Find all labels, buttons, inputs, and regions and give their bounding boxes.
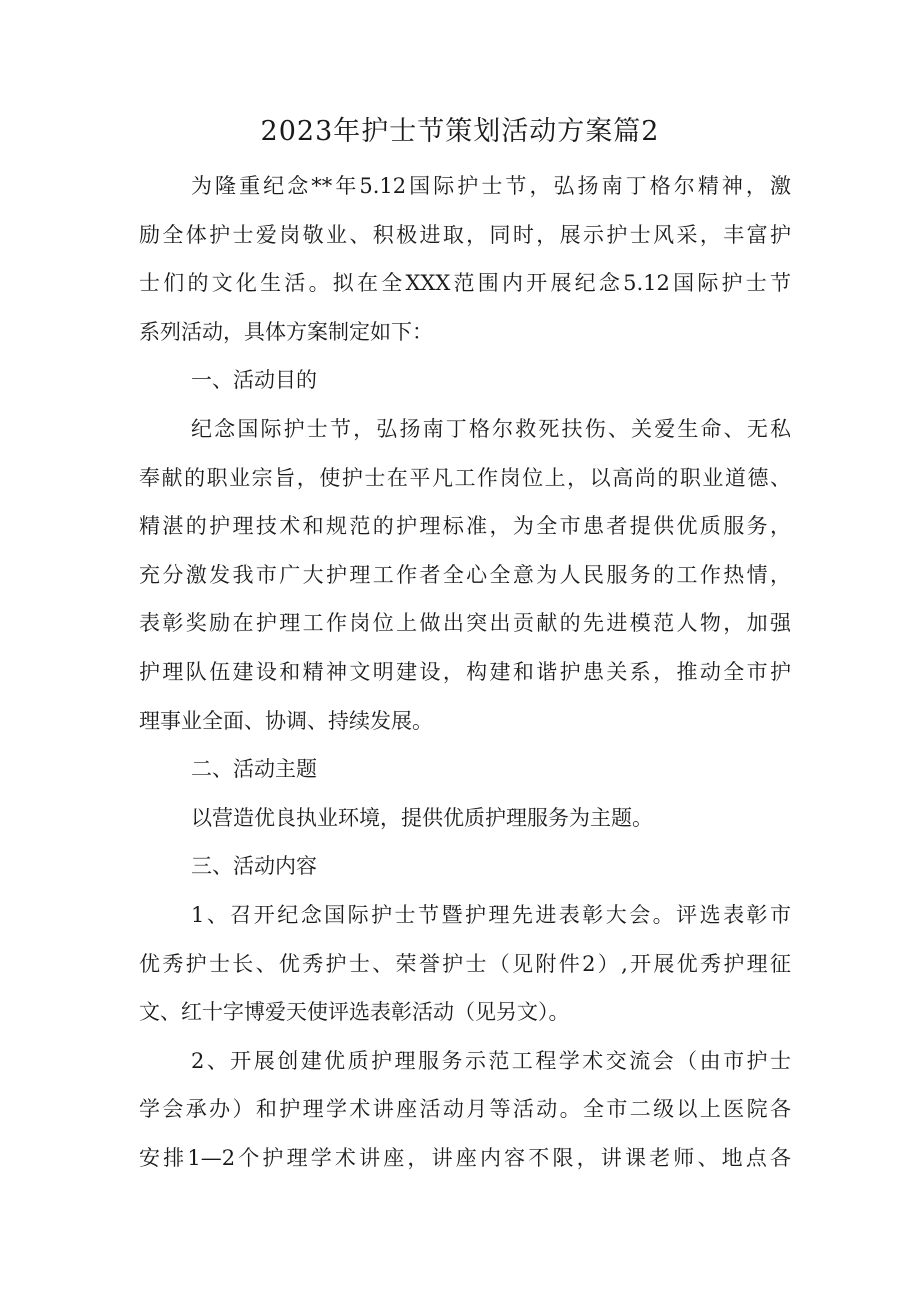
paragraph-line: 安排1—2个护理学术讲座，讲座内容不限，讲课老师、地点各	[139, 1145, 791, 1170]
paragraph-line: 士们的文化生活。拟在全XXX范围内开展纪念5.12国际护士节	[139, 271, 791, 296]
paragraph-line: 系列活动，具体方案制定如下：	[139, 319, 433, 344]
paragraph-line: 以营造优良执业环境，提供优质护理服务为主题。	[191, 805, 653, 830]
paragraph-line: 纪念国际护士节，弘扬南丁格尔救死扶伤、关爱生命、无私	[191, 416, 791, 441]
section-heading: 三、活动内容	[191, 854, 317, 879]
paragraph-line: 奉献的职业宗旨，使护士在平凡工作岗位上，以高尚的职业道德、	[139, 465, 791, 490]
paragraph-line: 励全体护士爱岗敬业、积极进取，同时，展示护士风采，丰富护	[139, 222, 791, 247]
section-heading: 二、活动主题	[191, 757, 317, 782]
paragraph-line: 2、开展创建优质护理服务示范工程学术交流会（由市护士	[191, 1048, 791, 1073]
document-title: 2023年护士节策划活动方案篇2	[260, 116, 660, 147]
paragraph-line: 表彰奖励在护理工作岗位上做出突出贡献的先进模范人物，加强	[139, 611, 791, 636]
paragraph-line: 理事业全面、协调、持续发展。	[139, 708, 433, 733]
section-heading: 一、活动目的	[191, 368, 317, 393]
paragraph-line: 优秀护士长、优秀护士、荣誉护士（见附件2）,开展优秀护理征	[139, 951, 791, 976]
paragraph-line: 为隆重纪念**年5.12国际护士节，弘扬南丁格尔精神，激	[191, 174, 791, 198]
paragraph-line: 护理队伍建设和精神文明建设，构建和谐护患关系，推动全市护	[139, 659, 791, 684]
paragraph-line: 精湛的护理技术和规范的护理标准，为全市患者提供优质服务，	[139, 514, 791, 539]
paragraph-line: 充分激发我市广大护理工作者全心全意为人民服务的工作热情，	[139, 562, 791, 587]
paragraph-line: 1、召开纪念国际护士节暨护理先进表彰大会。评选表彰市	[191, 902, 791, 927]
paragraph-line: 学会承办）和护理学术讲座活动月等活动。全市二级以上医院各	[139, 1097, 791, 1122]
paragraph-line: 文、红十字博爱天使评选表彰活动（见另文）。	[139, 1000, 570, 1025]
document-body	[139, 162, 791, 1182]
